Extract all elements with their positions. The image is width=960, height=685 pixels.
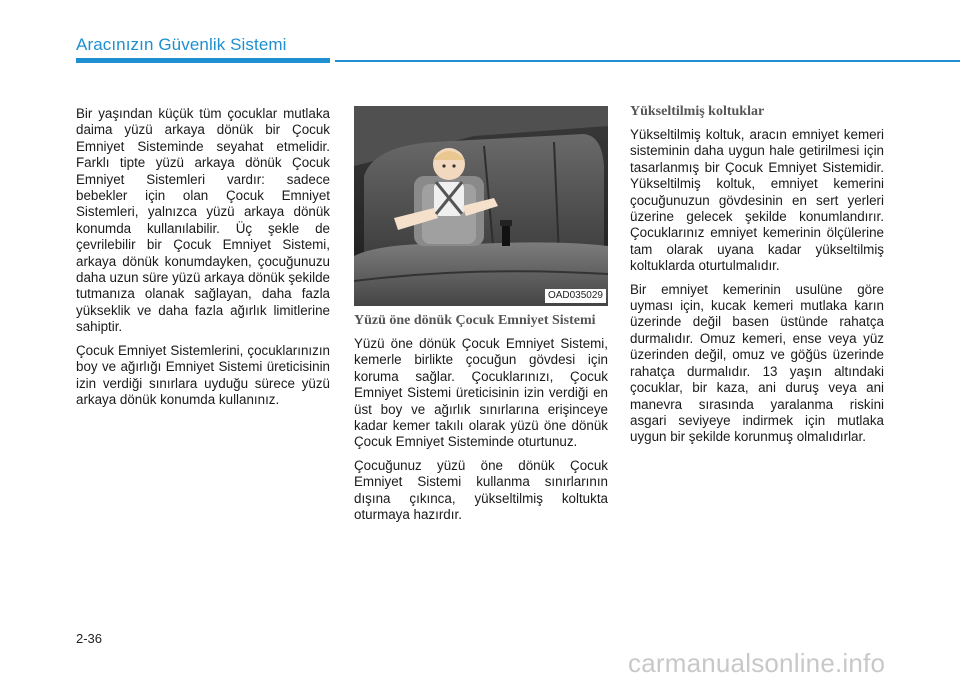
column-left bbox=[76, 106, 330, 415]
watermark-text: carmanualsonline.info bbox=[628, 648, 886, 678]
column-right bbox=[630, 104, 884, 453]
heading-forward-facing: Yüzü öne dönük Çocuk Emniyet Sistemi bbox=[354, 313, 596, 328]
header-rule-thin bbox=[335, 60, 960, 62]
page-number: 2-36 bbox=[76, 631, 103, 646]
paragraph-rear-facing-intro: Bir yaşından küçük tüm çocuklar mutlaka daima yüzü arkaya dönük bir Çocuk Emniyet Sisteminde seyahat etmelidir. Farklı tipte yüzü arkaya dönük Çocuk Emniyet Sistemleri vardır: sadece bebekler için olan Çocuk Emniyet Sistemleri, yalnızca yüzü arkaya dönük konumda kullanılabilir. Üç şekle de çevrilebilir bir Çocuk Emniyet Sistemi, arkaya dönük konumdayken, çocuğunuzu daha uzun süre yüzü arkaya dönük şekilde tutmanıza olanak sağlayan, daha fazla yükseklik ve daha fazla ağırlık limitlerine sahiptir. bbox=[76, 106, 330, 335]
car-rear-seat-image bbox=[354, 106, 608, 306]
header-rule-thick bbox=[76, 58, 330, 63]
heading-booster-seats: Yükseltilmiş koltuklar bbox=[630, 104, 765, 119]
section-title: Aracınızın Güvenlik Sistemi bbox=[76, 35, 287, 54]
child-seat-illustration bbox=[354, 106, 608, 306]
paragraph-forward-facing-next: Çocuğunuz yüzü öne dönük Çocuk Emniyet Sistemi kullanma sınırlarının dışına çıkınca, yükseltilmiş koltukta oturmaya hazırdır. bbox=[354, 457, 608, 523]
paragraph-forward-facing-desc: Yüzü öne dönük Çocuk Emniyet Sistemi, kemerle birlikte çocuğun gövdesi için koruma sağlar. Çocuklarınızı, Çocuk Emniyet Sistemi üreticisinin izin verdiği en üst boy ve ağırlık sınırlarına erişinceye kadar kemer takılı olarak yüzü öne dönük Çocuk Emniyet Sisteminde oturtunuz. bbox=[354, 336, 608, 450]
figure-code: OAD035029 bbox=[545, 289, 606, 303]
paragraph-booster-belt-fit: Bir emniyet kemerinin usulüne göre uyması için, kucak kemeri mutlaka karın üzerinde değil basen üstünde rahatça durmalıdır. Omuz kemeri, ense veya yüz üzerinden değil, omuz ve göğüs üzerinde rahatça durmalıdır. 13 yaşın altındaki çocuklar, bir kaza, ani duruş veya ani manevra sırasında yaralanma riskini asgari seviyeye indirmek için mutlaka uygun bir şekilde korunmuş olmalıdırlar. bbox=[630, 281, 884, 445]
column-middle bbox=[354, 106, 608, 530]
paragraph-rear-facing-limits: Çocuk Emniyet Sistemlerini, çocuklarınızın boy ve ağırlığı Emniyet Sistemi üreticisinin izin verdiği sınırlara uyduğu sürece yüzü arkaya dönük konumda kullanınız. bbox=[76, 342, 330, 407]
paragraph-booster-desc: Yükseltilmiş koltuk, aracın emniyet kemeri sisteminin daha uygun hale getirilmesi için tasarlanmış bir Çocuk Emniyet Sistemidir. Yükseltilmiş koltuk, emniyet kemerini çocuğunuzun gövdesinin en sert yerleri üzerine gelecek şekilde konumlandırır. Çocuklarınız emniyet kemerinin ölçülerine tam olarak uyana kadar yükseltilmiş koltuklarda oturtulmalıdır. bbox=[630, 127, 884, 274]
